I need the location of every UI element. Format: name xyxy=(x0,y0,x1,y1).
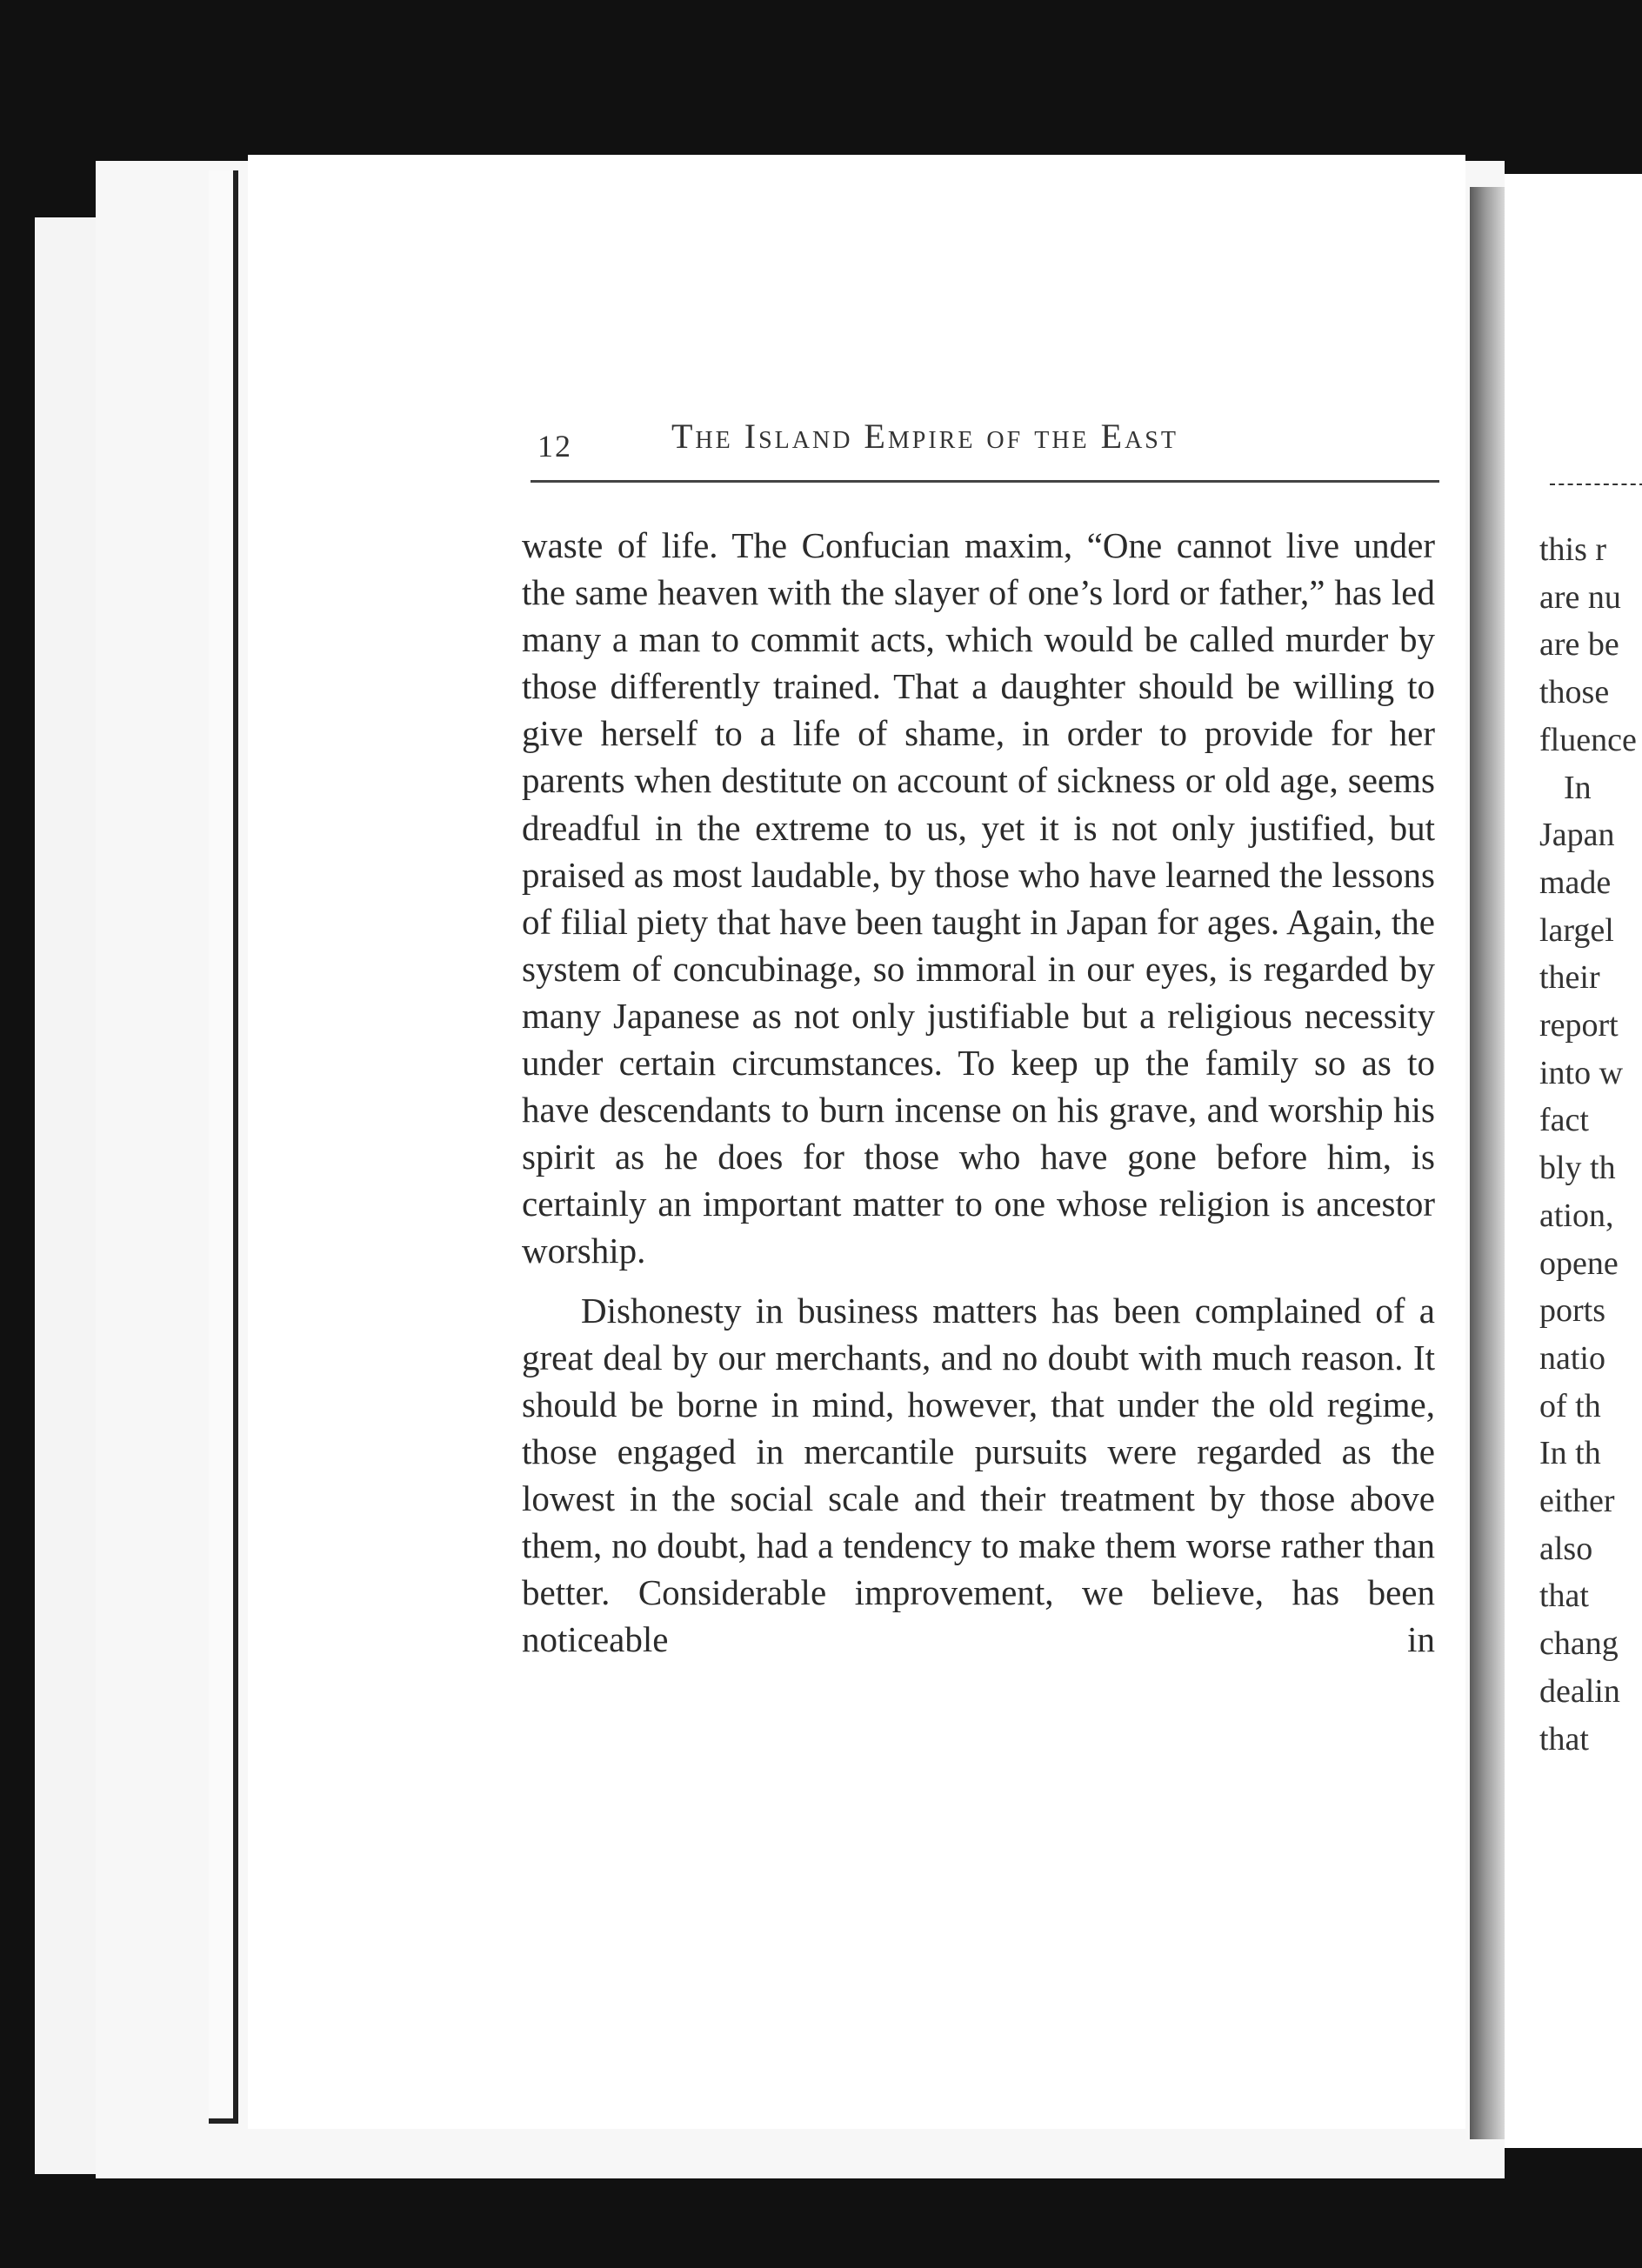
facing-line: In th xyxy=(1539,1435,1601,1472)
facing-line: are be xyxy=(1539,626,1619,664)
facing-line: largel xyxy=(1539,911,1614,949)
facing-line: their xyxy=(1539,959,1600,997)
facing-line: are nu xyxy=(1539,578,1621,616)
facing-page-text xyxy=(1539,526,1642,1763)
page-stack-edge xyxy=(209,170,238,2124)
facing-line: natio xyxy=(1539,1339,1605,1377)
page-number: 12 xyxy=(537,429,572,464)
facing-line: dealin xyxy=(1539,1672,1620,1710)
facing-line: into w xyxy=(1539,1054,1624,1091)
running-head: The Island Empire of the East xyxy=(671,417,1178,456)
facing-line: either xyxy=(1539,1483,1615,1520)
facing-header-rule xyxy=(1550,484,1642,485)
facing-line: ports xyxy=(1539,1292,1605,1330)
facing-page xyxy=(1505,174,1642,2148)
facing-line: ation, xyxy=(1539,1197,1614,1234)
page-gutter xyxy=(1470,187,1505,2139)
facing-line: made xyxy=(1539,864,1612,901)
facing-line: chang xyxy=(1539,1625,1619,1663)
paragraph: waste of life. The Confucian maxim, “One cannot live under the same heaven with the slayer of one’s lord or father,” has led many a man to commit acts, which would be called murder by those differently trained. That a daughter should be willing to give herself to a life of shame, in order to provide for her parents when destitute on account of sickness or old age, seems dreadful in the extreme to us, yet it is not only justified, but praised as most laudable, by those who have learned the lessons of filial piety that have been taught in Japan for ages. Again, the system of concubinage, so immoral in our eyes, is regarded by many Japanese as not only justifiable but a religious necessity under certain circumstances. To keep up the family so as to have descendants to burn incense on his grave, and worship his spirit as he does for those who have gone before him, is certainly an important matter to one whose religion is ancestor worship. xyxy=(522,525,1435,1271)
facing-line: fact xyxy=(1539,1102,1589,1139)
facing-line: that xyxy=(1539,1578,1589,1615)
facing-line: fluence xyxy=(1539,721,1637,758)
facing-line: of th xyxy=(1539,1387,1601,1424)
facing-line: opene xyxy=(1539,1244,1619,1282)
facing-line: this r xyxy=(1539,531,1607,568)
paragraph: Dishonesty in business matters has been complained of a great deal by our merchants, and no doubt with much reason. It should be borne in mind, however, that under the old regime, those engaged in mercantile pursuits were regarded as the lowest in the social scale and their treatment by those above them, no doubt, had a tendency to make them worse rather than better. Considerable improvement, we believe, has been noticeable in xyxy=(522,1290,1435,1660)
facing-line: those xyxy=(1539,674,1610,711)
facing-line: that xyxy=(1539,1720,1589,1758)
page-header xyxy=(531,416,1435,468)
facing-line: bly th xyxy=(1539,1150,1616,1187)
facing-line: also xyxy=(1539,1530,1593,1567)
header-rule xyxy=(531,480,1439,483)
facing-line: In xyxy=(1564,769,1592,806)
body-text xyxy=(522,522,1435,1663)
facing-line: report xyxy=(1539,1007,1619,1044)
facing-line: Japan xyxy=(1539,817,1615,854)
